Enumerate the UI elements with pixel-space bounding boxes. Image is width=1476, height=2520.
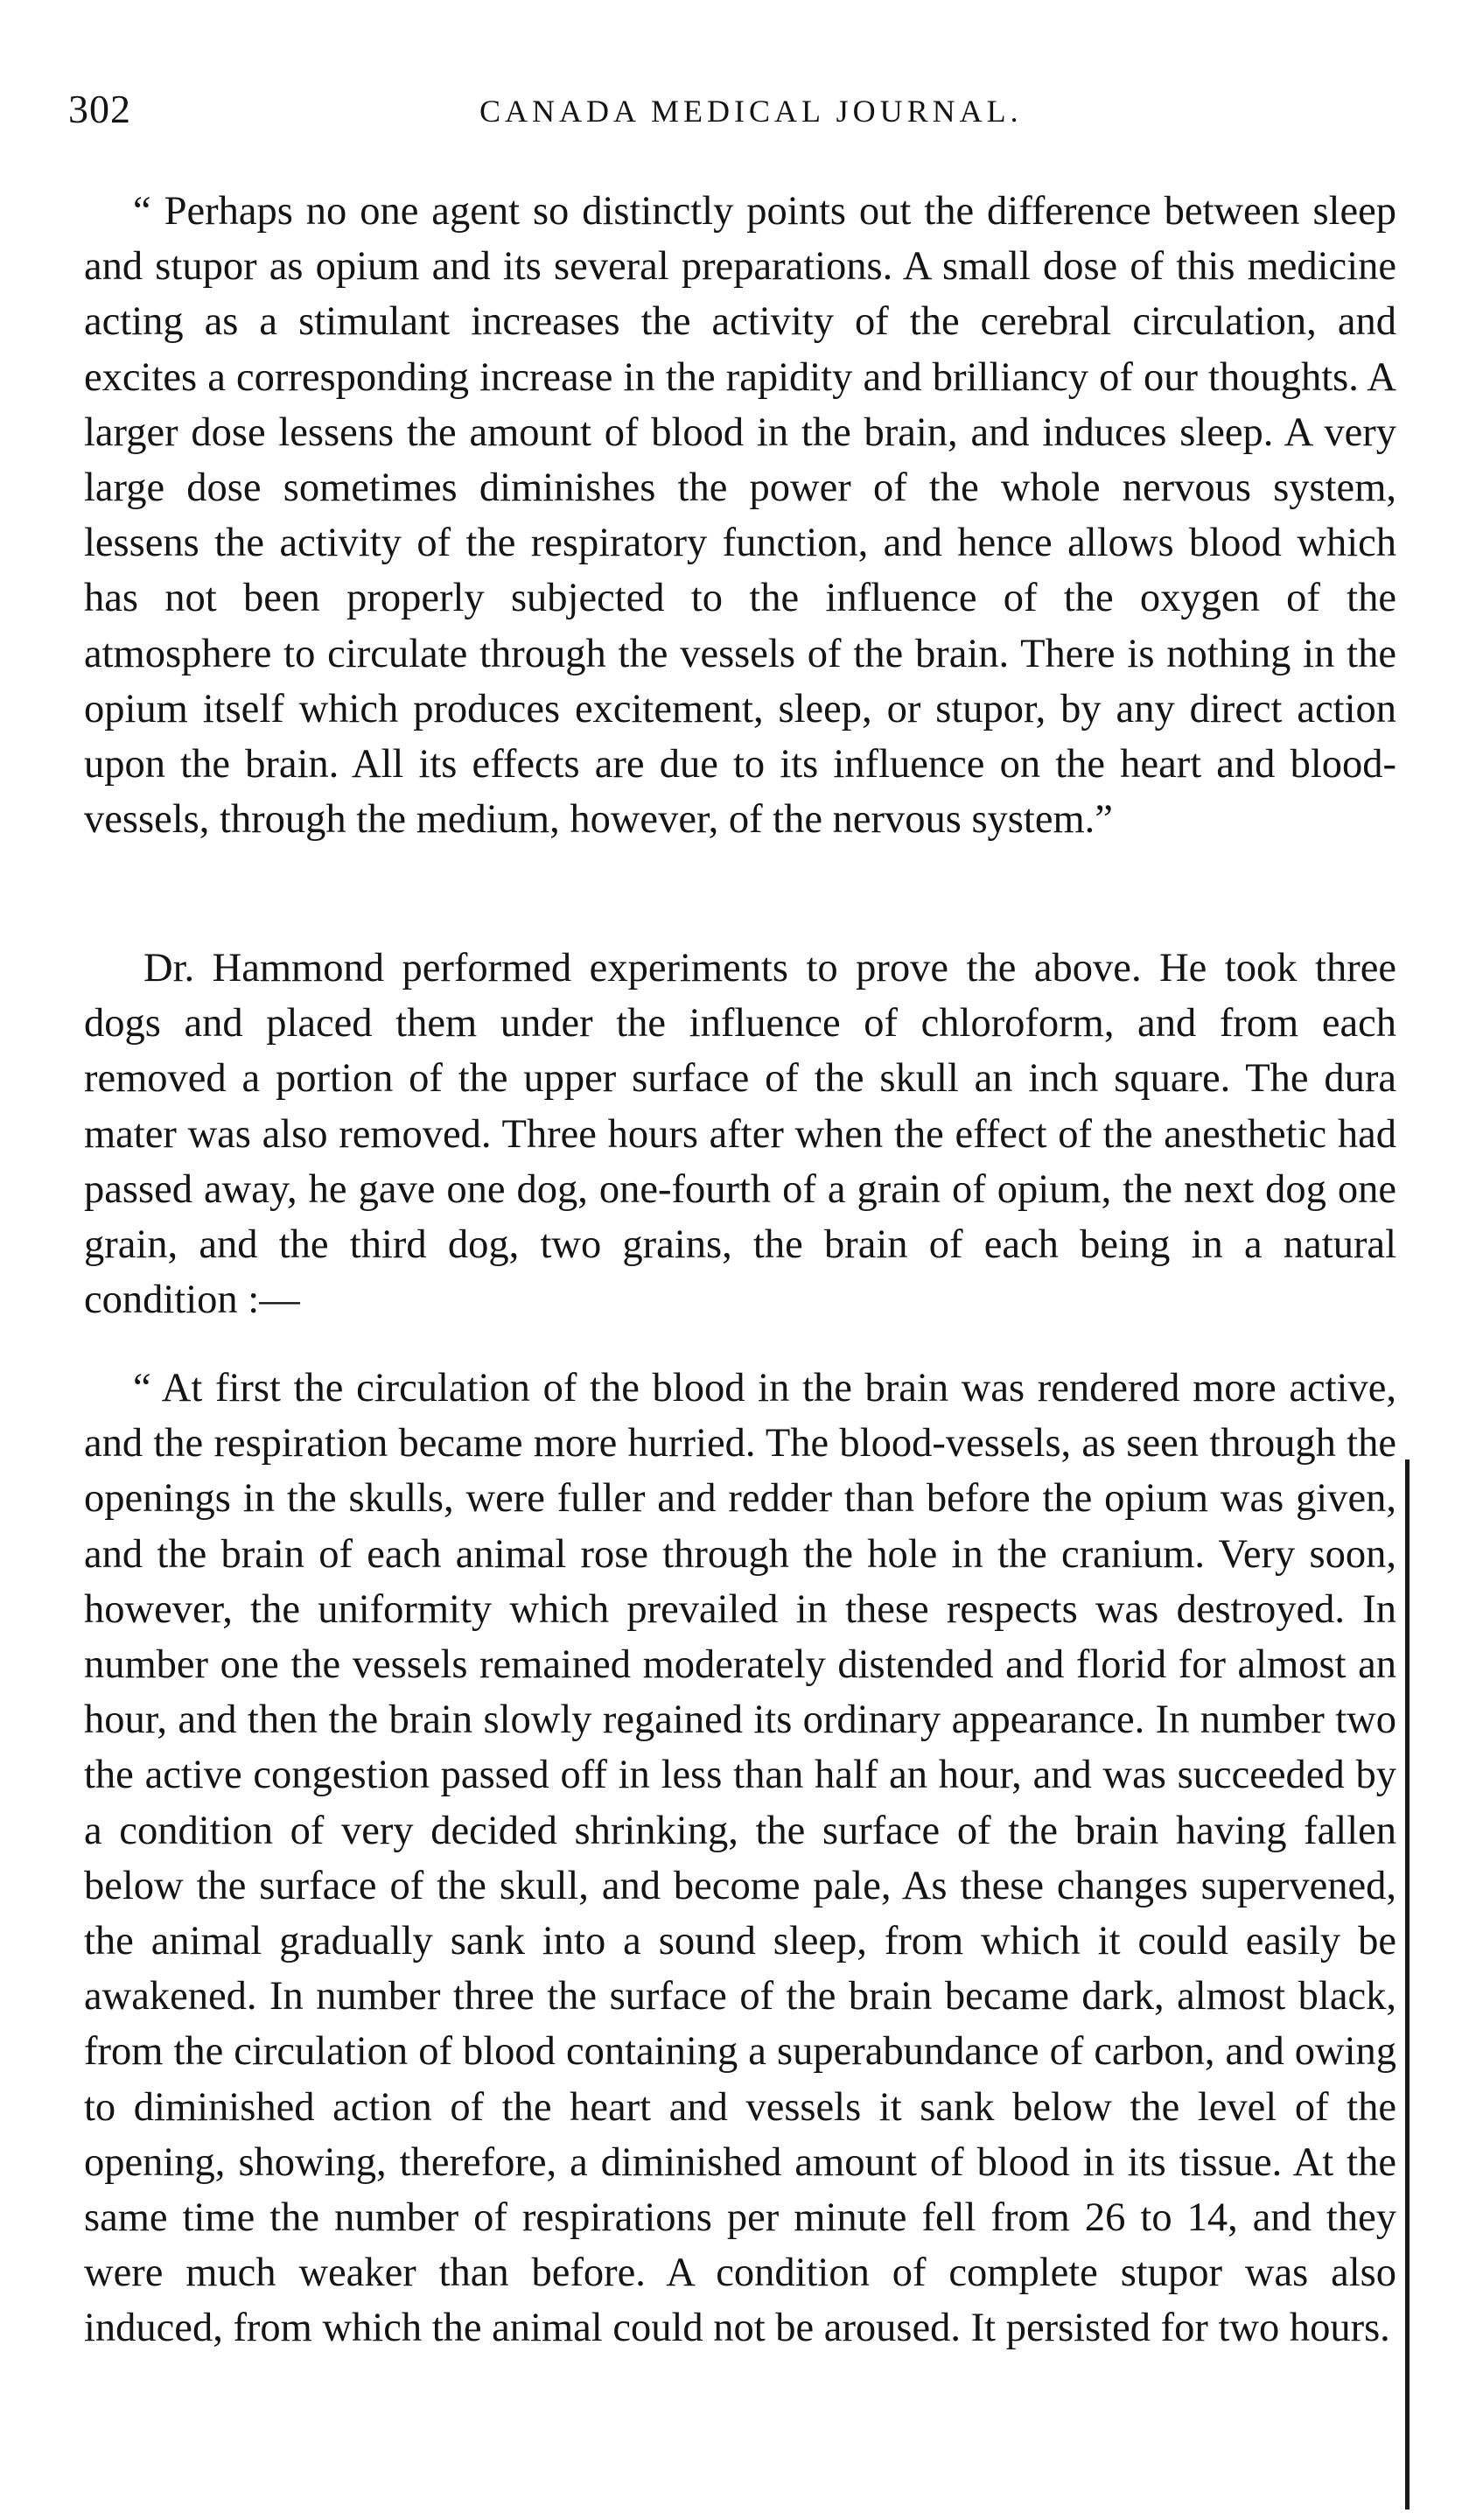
journal-title: CANADA MEDICAL JOURNAL. (479, 94, 1023, 129)
paragraph-opium-quote: “ Perhaps no one agent so distinctly points out the difference between sleep and stupor as opium and its several preparations. A small dose of this medicine acting as a stimulant increases the activity of the cerebral circulation, and excites a corresponding increase in the rapidity and brilliancy of our thoughts. A larger dose lessens the amount of blood in the brain, and induces sleep. A very large dose sometimes diminishes the power of the whole nervous system, lessens the activity of the respiratory function, and hence allows blood which has not been properly subjected to the influence of the oxygen of the atmosphere to circulate through the vessels of the brain. There is nothing in the opium itself which produces excitement, sleep, or stupor, by any direct action upon the brain. All its effects are due to its influence on the heart and blood-vessels, through the medium, however, of the nervous system.” (84, 189, 1396, 843)
scan-margin-shadow (1405, 1460, 1410, 2510)
page-number: 302 (68, 87, 131, 131)
running-head (68, 86, 1381, 138)
paragraph-experiment-results: “ At first the circulation of the blood in the brain was rendered more active, and the respiration became more hurried. The blood-vessels, as seen through the openings in the skulls, were fuller and redder than before the opium was given, and the brain of each animal rose through the hole in the cranium. Very soon, however, the uniformity which prevailed in these respects was destroyed. In number one the vessels remained moderately distended and florid for almost an hour, and then the brain slowly regained its ordinary appearance. In number two the active congestion passed off in less than half an hour, and was succeeded by a condition of very decided shrinking, the surface of the brain having fallen below the surface of the skull, and become pale, As these changes supervened, the animal gradually sank into a sound sleep, from which it could easily be awakened. In number three the surface of the brain became dark, almost black, from the circulation of blood containing a superabundance of carbon, and owing to diminished action of the heart and vessels it sank below the level of the opening, showing, therefore, a diminished amount of blood in its tissue. At the same time the number of respirations per minute fell from 26 to 14, and they were much weaker than before. A condition of complete stupor was also induced, from which the animal could not be aroused. It persisted for two hours. (84, 1366, 1396, 2351)
paragraph-hammond-experiment: Dr. Hammond performed experiments to prove the above. He took three dogs and placed them under the influence of chloroform, and from each removed a portion of the upper surface of the skull an inch square. The dura mater was also removed. Three hours after when the effect of the anesthetic had passed away, he gave one dog, one-fourth of a grain of opium, the next dog one grain, and the third dog, two grains, the brain of each being in a natural condition :— (84, 946, 1396, 1323)
